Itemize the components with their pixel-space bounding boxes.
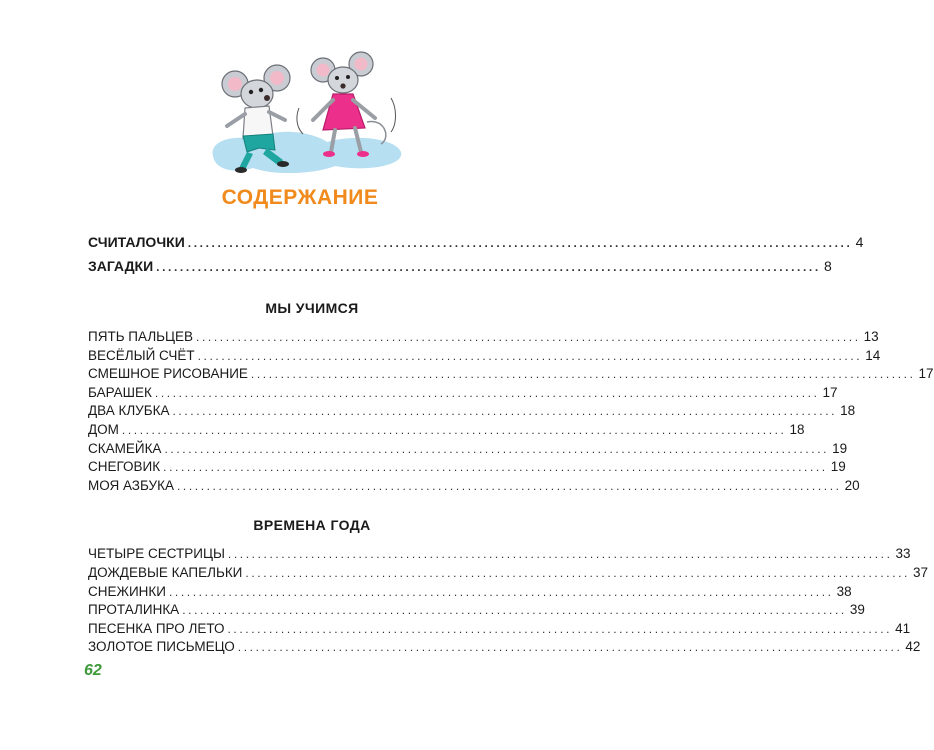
toc-entry[interactable] bbox=[88, 230, 864, 254]
table-of-contents bbox=[88, 230, 934, 657]
toc-entry-page: 18 bbox=[789, 421, 805, 437]
dot-leader: ................................................................................................................ bbox=[197, 348, 863, 363]
dot-leader: ................................................................................................................ bbox=[164, 441, 830, 456]
toc-entry-label: ДОЖДЕВЫЕ КАПЕЛЬКИ bbox=[88, 564, 243, 580]
toc-entry[interactable] bbox=[88, 564, 929, 583]
dot-leader: ................................................................................................................ bbox=[227, 547, 893, 562]
toc-entry-page: 20 bbox=[844, 477, 860, 493]
toc-entry-page: 19 bbox=[832, 440, 848, 456]
dot-leader: ................................................................................................................ bbox=[245, 565, 910, 580]
dot-leader: ................................................................................................................ bbox=[187, 236, 853, 250]
toc-entry-page: 19 bbox=[830, 459, 846, 475]
dot-leader: ................................................................................................................ bbox=[196, 330, 861, 344]
toc-entry-page: 4 bbox=[855, 234, 864, 250]
toc-entry-page: 39 bbox=[849, 602, 865, 618]
page-title: СОДЕРЖАНИЕ bbox=[221, 186, 379, 209]
toc-entry-label: ЧЕТЫРЕ СЕСТРИЦЫ bbox=[88, 546, 225, 562]
toc-entry-label: СНЕГОВИК bbox=[88, 459, 161, 475]
toc-entry[interactable] bbox=[88, 583, 852, 602]
toc-entry[interactable] bbox=[88, 440, 848, 459]
section-heading: ВРЕМЕНА ГОДА bbox=[253, 517, 371, 534]
toc-entry[interactable] bbox=[88, 328, 879, 347]
toc-entry-label: ПЯТЬ ПАЛЬЦЕВ bbox=[88, 329, 194, 344]
dot-leader: ................................................................................................................ bbox=[156, 260, 821, 274]
toc-entry[interactable] bbox=[88, 620, 911, 639]
toc-entry-page: 17 bbox=[822, 384, 838, 400]
toc-entry-label: ДВА КЛУБКА bbox=[88, 403, 170, 419]
toc-entry-page: 8 bbox=[823, 258, 832, 274]
dot-leader: ................................................................................................................ bbox=[250, 367, 916, 382]
toc-entry-label: СЧИТАЛОЧКИ bbox=[88, 234, 185, 250]
toc-entry[interactable] bbox=[88, 402, 856, 421]
toc-entry[interactable] bbox=[88, 384, 838, 403]
dot-leader: ................................................................................................................ bbox=[176, 478, 842, 493]
toc-entry-label: ЗОЛОТОЕ ПИСЬМЕЦО bbox=[88, 639, 235, 655]
section-heading: МЫ УЧИМСЯ bbox=[265, 300, 359, 316]
dot-leader: ................................................................................................................ bbox=[172, 404, 838, 419]
toc-entry-label: БАРАШЕК bbox=[88, 384, 152, 400]
dot-leader: ................................................................................................................ bbox=[154, 385, 820, 400]
page-number: 62 bbox=[84, 662, 102, 679]
toc-entry-page: 37 bbox=[913, 564, 929, 580]
toc-entry[interactable] bbox=[88, 421, 805, 440]
toc-entry-page: 41 bbox=[895, 620, 911, 636]
dot-leader: ................................................................................................................ bbox=[121, 422, 787, 437]
dancing-mice-illustration bbox=[205, 48, 410, 178]
toc-entry[interactable] bbox=[88, 365, 934, 384]
toc-entry[interactable] bbox=[88, 545, 911, 564]
toc-entry-page: 42 bbox=[905, 639, 921, 655]
dot-leader: ................................................................................................................ bbox=[182, 603, 847, 618]
toc-entry[interactable] bbox=[88, 347, 881, 366]
toc-entry[interactable] bbox=[88, 254, 832, 278]
toc-entry-page: 13 bbox=[863, 329, 879, 344]
dot-leader: ................................................................................................................ bbox=[163, 460, 828, 475]
toc-entry-label: ДОМ bbox=[88, 421, 119, 437]
toc-entry[interactable] bbox=[88, 458, 846, 477]
toc-entry-label: СНЕЖИНКИ bbox=[88, 583, 166, 599]
toc-entry-page: 14 bbox=[865, 347, 881, 363]
toc-entry-label: ПРОТАЛИНКА bbox=[88, 602, 180, 618]
dot-leader: ................................................................................................................ bbox=[237, 640, 903, 655]
toc-entry[interactable] bbox=[88, 638, 921, 657]
toc-entry-label: СМЕШНОЕ РИСОВАНИЕ bbox=[88, 366, 248, 382]
toc-entry-label: МОЯ АЗБУКА bbox=[88, 477, 174, 493]
dot-leader: ................................................................................................................ bbox=[227, 621, 893, 636]
dot-leader: ................................................................................................................ bbox=[169, 584, 834, 599]
toc-entry-page: 38 bbox=[836, 583, 852, 599]
toc-entry-label: СКАМЕЙКА bbox=[88, 440, 162, 456]
toc-entry-label: ВЕСЁЛЫЙ СЧЁТ bbox=[88, 347, 195, 363]
toc-entry[interactable] bbox=[88, 477, 860, 496]
toc-entry-label: ПЕСЕНКА ПРО ЛЕТО bbox=[88, 620, 225, 636]
toc-entry-label: ЗАГАДКИ bbox=[88, 258, 154, 274]
toc-entry-page: 33 bbox=[895, 546, 911, 562]
toc-entry-page: 17 bbox=[918, 366, 934, 382]
toc-entry[interactable] bbox=[88, 601, 865, 620]
toc-entry-page: 18 bbox=[840, 403, 856, 419]
